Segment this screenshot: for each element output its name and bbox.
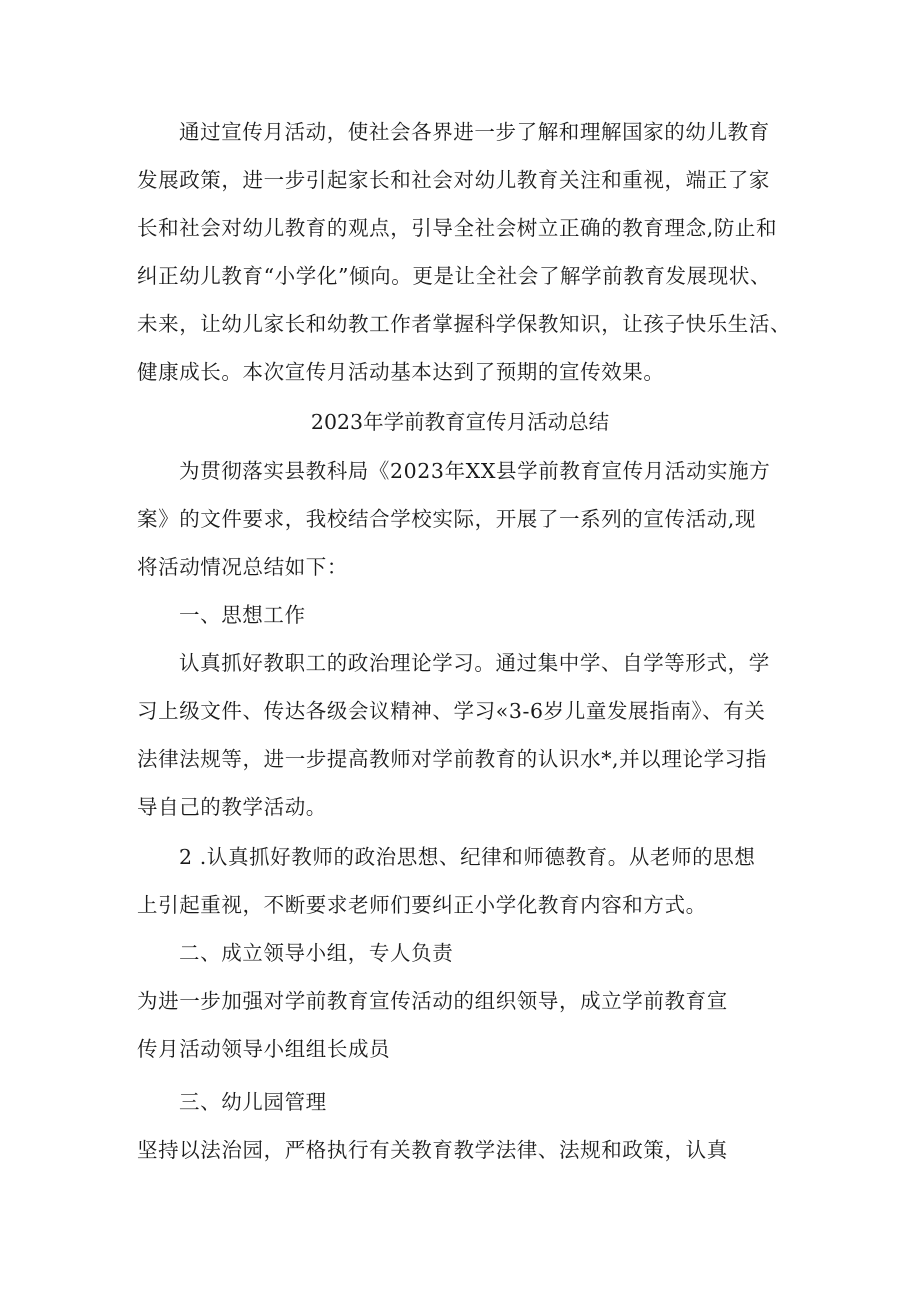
section3-para-line: 坚持以法治园，严格执行有关教育教学法律、法规和政策，认真	[137, 1138, 728, 1162]
section3-heading: 三、幼儿园管理	[179, 1090, 327, 1114]
section2-para-line: 为进一步加强对学前教育宣传活动的组织领导，成立学前教育宣	[137, 989, 728, 1013]
intro-line: 发展政策，进一步引起家长和社会对幼儿教育关注和重视，端正了家	[137, 168, 770, 192]
opening-line: 为贯彻落实县教科局《2023年XX县学前教育宣传月活动实施方	[179, 459, 771, 483]
opening-line: 将活动情况总结如下：	[137, 555, 348, 579]
intro-line: 未来，让幼儿家长和幼教工作者掌握科学保教知识，让孩子快乐生活、	[137, 312, 792, 336]
section2-para-line: 传月活动领导小组组长成员	[137, 1037, 391, 1061]
section1-heading: 一、思想工作	[179, 603, 306, 627]
intro-line: 长和社会对幼儿教育的观点，引导全社会树立正确的教育理念,防止和	[137, 216, 778, 240]
document-title: 2023年学前教育宣传月活动总结	[310, 410, 610, 434]
section2-heading: 二、成立领导小组，专人负责	[179, 941, 454, 965]
section1-para1-line: 习上级文件、传达各级会议精神、学习«3-6岁儿童发展指南》、有关	[137, 699, 766, 723]
section1-para1-line: 认真抓好教职工的政治理论学习。通过集中学、自学等形式，学	[179, 651, 770, 675]
intro-line: 健康成长。本次宣传月活动基本达到了预期的宣传效果。	[137, 360, 665, 384]
section1-para1-line: 导自己的教学活动。	[137, 795, 327, 819]
section1-para2-line: 上引起重视，不断要求老师们要纠正小学化教育内容和方式。	[137, 893, 707, 917]
section1-para1-line: 法律法规等，进一步提高教师对学前教育的认识水*,并以理论学习指	[137, 747, 767, 771]
intro-line: 纠正幼儿教育“小学化”倾向。更是让全社会了解学前教育发展现状、	[137, 264, 772, 288]
opening-line: 案》的文件要求，我校结合学校实际，开展了一系列的宣传活动,现	[137, 507, 757, 531]
intro-line: 通过宣传月活动，使社会各界进一步了解和理解国家的幼儿教育	[179, 120, 770, 144]
section1-para2-line: 2 .认真抓好教师的政治思想、纪律和师德教育。从老师的思想	[179, 845, 756, 869]
